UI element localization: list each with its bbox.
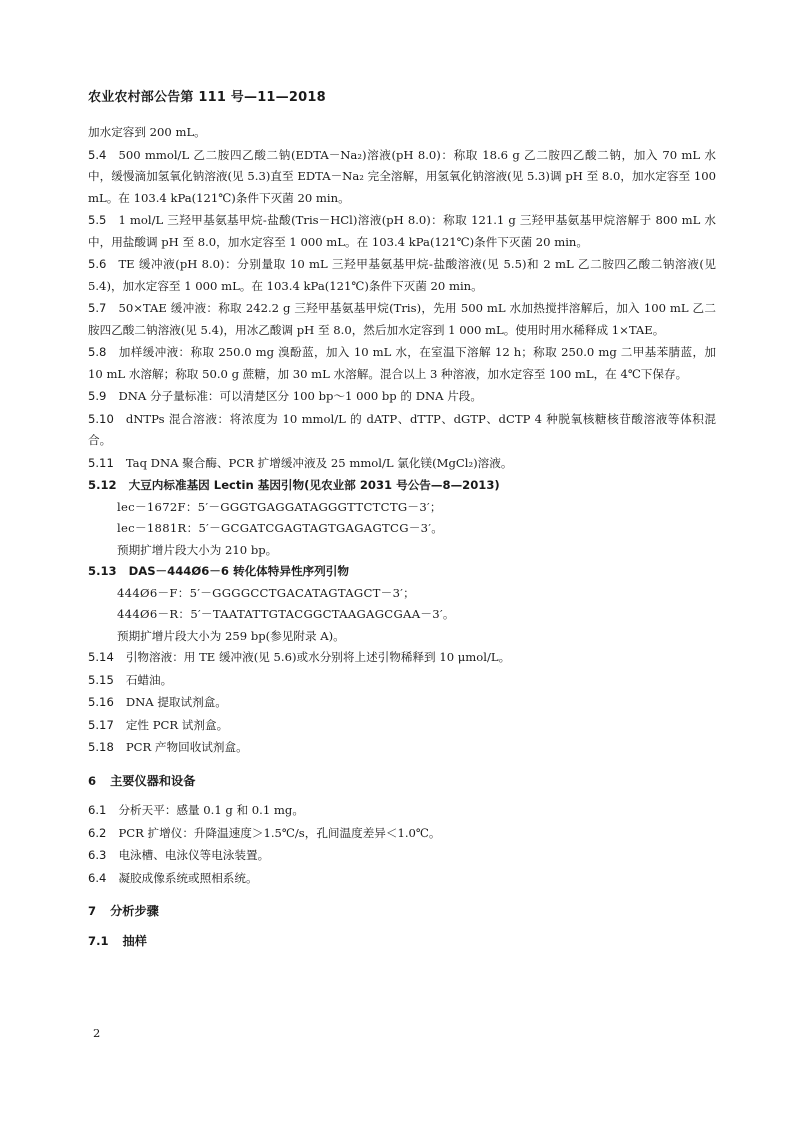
section-number: 7 xyxy=(88,904,97,918)
paragraph-text: 加水定容到 200 mL。 xyxy=(88,125,206,139)
primer-line: 444Ø6－F：5′－GGGGCCTGACATAGTAGCT－3′； xyxy=(117,585,416,600)
item-number: 5.5 xyxy=(88,213,107,227)
item-text: 定性 PCR 试剂盒。 xyxy=(125,717,229,732)
item-text: DNA 分子量标准：可以清楚区分 100 bp～1 000 bp 的 DNA 片段。 xyxy=(118,389,482,403)
item-5-18 xyxy=(88,737,716,759)
item-text: 分析天平：感量 0.1 g 和 0.1 mg。 xyxy=(118,803,304,817)
page-number: 2 xyxy=(93,1026,101,1040)
item-number: 5.12 xyxy=(88,478,117,492)
item-5-16 xyxy=(88,692,716,714)
primer-line: lec－1881R：5′－GCGATCGAGTAGTGAGAGTCG－3′。 xyxy=(117,521,444,535)
page-content xyxy=(88,122,716,960)
item-text: DNA 提取试剂盒。 xyxy=(125,695,227,709)
item-number: 6.1 xyxy=(88,803,107,817)
item-5-6 xyxy=(88,254,716,297)
item-number: 6.3 xyxy=(88,848,107,862)
item-text: 引物溶液：用 TE 缓冲液(见 5.6)或水分别将上述引物稀释到 10 μmol/L。 xyxy=(125,650,511,664)
item-6-1 xyxy=(88,800,716,822)
item-6-3 xyxy=(88,845,716,867)
primer-line: 444Ø6－R：5′－TAATATTGTACGGCTAAGAGCGAA－3′。 xyxy=(117,607,455,621)
amplicon-size-line: 预期扩增片段大小为 259 bp(参见附录 A)。 xyxy=(117,628,345,643)
item-number: 5.10 xyxy=(88,411,114,426)
item-5-7 xyxy=(88,298,716,341)
section-number: 6 xyxy=(88,773,97,788)
item-5-12 xyxy=(88,475,716,497)
item-text: 500 mmol/L 乙二胺四乙酸二钠(EDTA－Na₂)溶液(pH 8.0)：称取 18.6 g 乙二胺四乙酸二钠，加入 70 mL 水中，缓慢滴加氢氧化钠溶液(见 5.3)直至 EDTA－Na₂ 完全溶解，用氢氧化钠溶液(见 5.3)调 pH 至 8.0，加水定容至 100 mL。在 103.4 kPa(121℃)条件下灭菌 20 min。 xyxy=(88,147,716,205)
item-text: 电泳槽、电泳仪等电泳装置。 xyxy=(118,848,270,862)
item-number: 5.9 xyxy=(88,389,107,403)
item-text: 石蜡油。 xyxy=(125,672,173,687)
item-5-17 xyxy=(88,715,716,737)
item-5-9 xyxy=(88,386,716,408)
item-text: 加样缓冲液：称取 250.0 mg 溴酚蓝，加入 10 mL 水，在室温下溶解 12 h；称取 250.0 mg 二甲基苯腈蓝，加 10 mL 水溶解；称取 50.0 g 蔗糖，加 30 mL 水溶解。混合以上 3 种溶液，加水定容至 100 mL，在 4℃下保存。 xyxy=(88,345,716,381)
subsection-title: 抽样 xyxy=(122,933,147,948)
item-5-11 xyxy=(88,453,716,475)
section-title: 主要仪器和设备 xyxy=(110,773,196,788)
item-5-4 xyxy=(88,145,716,210)
item-5-14 xyxy=(88,647,716,669)
subsection-number: 7.1 xyxy=(88,933,109,948)
item-5-8 xyxy=(88,342,716,385)
item-number: 5.17 xyxy=(88,717,114,732)
item-6-2 xyxy=(88,823,716,845)
item-number: 5.7 xyxy=(88,301,107,315)
item-number: 5.16 xyxy=(88,695,114,709)
item-6-4 xyxy=(88,868,716,890)
section-title: 分析步骤 xyxy=(110,904,159,918)
item-number: 5.18 xyxy=(88,740,114,754)
item-5-5 xyxy=(88,210,716,253)
section-6-heading xyxy=(88,771,716,793)
item-text: dNTPs 混合溶液：将浓度为 10 mmol/L 的 dATP、dTTP、dGTP、dCTP 4 种脱氧核糖核苷酸溶液等体积混合。 xyxy=(88,411,716,447)
item-text: PCR 产物回收试剂盒。 xyxy=(125,740,248,754)
item-5-13 xyxy=(88,561,716,583)
item-number: 5.11 xyxy=(88,455,114,470)
item-heading: DAS－444Ø6－6 转化体特异性序列引物 xyxy=(128,564,349,578)
item-5-10 xyxy=(88,409,716,452)
item-number: 5.13 xyxy=(88,564,117,578)
item-number: 6.4 xyxy=(88,870,107,885)
paragraph-continuation xyxy=(88,122,716,144)
item-text: PCR 扩增仪：升降温速度＞1.5℃/s，孔间温度差异＜1.0℃。 xyxy=(118,825,441,840)
item-heading: 大豆内标准基因 Lectin 基因引物(见农业部 2031 号公告—8—2013) xyxy=(128,478,500,492)
page-header: 农业农村部公告第 111 号—11—2018 xyxy=(88,90,326,105)
item-text: 50×TAE 缓冲液：称取 242.2 g 三羟甲基氨基甲烷(Tris)，先用 500 mL 水加热搅拌溶解后，加入 100 mL 乙二胺四乙酸二钠溶液(见 5.4)，用冰乙酸调 pH 至 8.0，然后加水定容到 1 000 mL。使用时用水稀释成 1×TAE。 xyxy=(88,301,716,337)
item-number: 5.15 xyxy=(88,672,114,687)
item-text: TE 缓冲液(pH 8.0)：分别量取 10 mL 三羟甲基氨基甲烷-盐酸溶液(见 5.5)和 2 mL 乙二胺四乙酸二钠溶液(见 5.4)，加水定容至 1 000 mL。在 103.4 kPa(121℃)条件下灭菌 20 min。 xyxy=(88,257,716,293)
item-number: 5.8 xyxy=(88,345,107,359)
item-text: 1 mol/L 三羟甲基氨基甲烷-盐酸(Tris－HCl)溶液(pH 8.0)：称取 121.1 g 三羟甲基氨基甲烷溶解于 800 mL 水中，用盐酸调 pH 至 8.0，加水定容至 1 000 mL。在 103.4 kPa(121℃)条件下灭菌 20 min。 xyxy=(88,213,716,249)
item-number: 5.6 xyxy=(88,257,107,271)
amplicon-size-line: 预期扩增片段大小为 210 bp。 xyxy=(117,542,278,557)
item-5-15 xyxy=(88,670,716,692)
section-7-1-heading xyxy=(88,931,716,953)
item-number: 5.4 xyxy=(88,147,107,162)
item-text: Taq DNA 聚合酶、PCR 扩增缓冲液及 25 mmol/L 氯化镁(MgCl₂)溶液。 xyxy=(125,455,513,470)
primer-line: lec－1672F：5′－GGGTGAGGATAGGGTTCTCTG－3′； xyxy=(117,499,442,514)
item-text: 凝胶成像系统或照相系统。 xyxy=(118,870,258,885)
item-number: 5.14 xyxy=(88,650,114,664)
section-7-heading xyxy=(88,901,716,923)
item-number: 6.2 xyxy=(88,825,107,840)
